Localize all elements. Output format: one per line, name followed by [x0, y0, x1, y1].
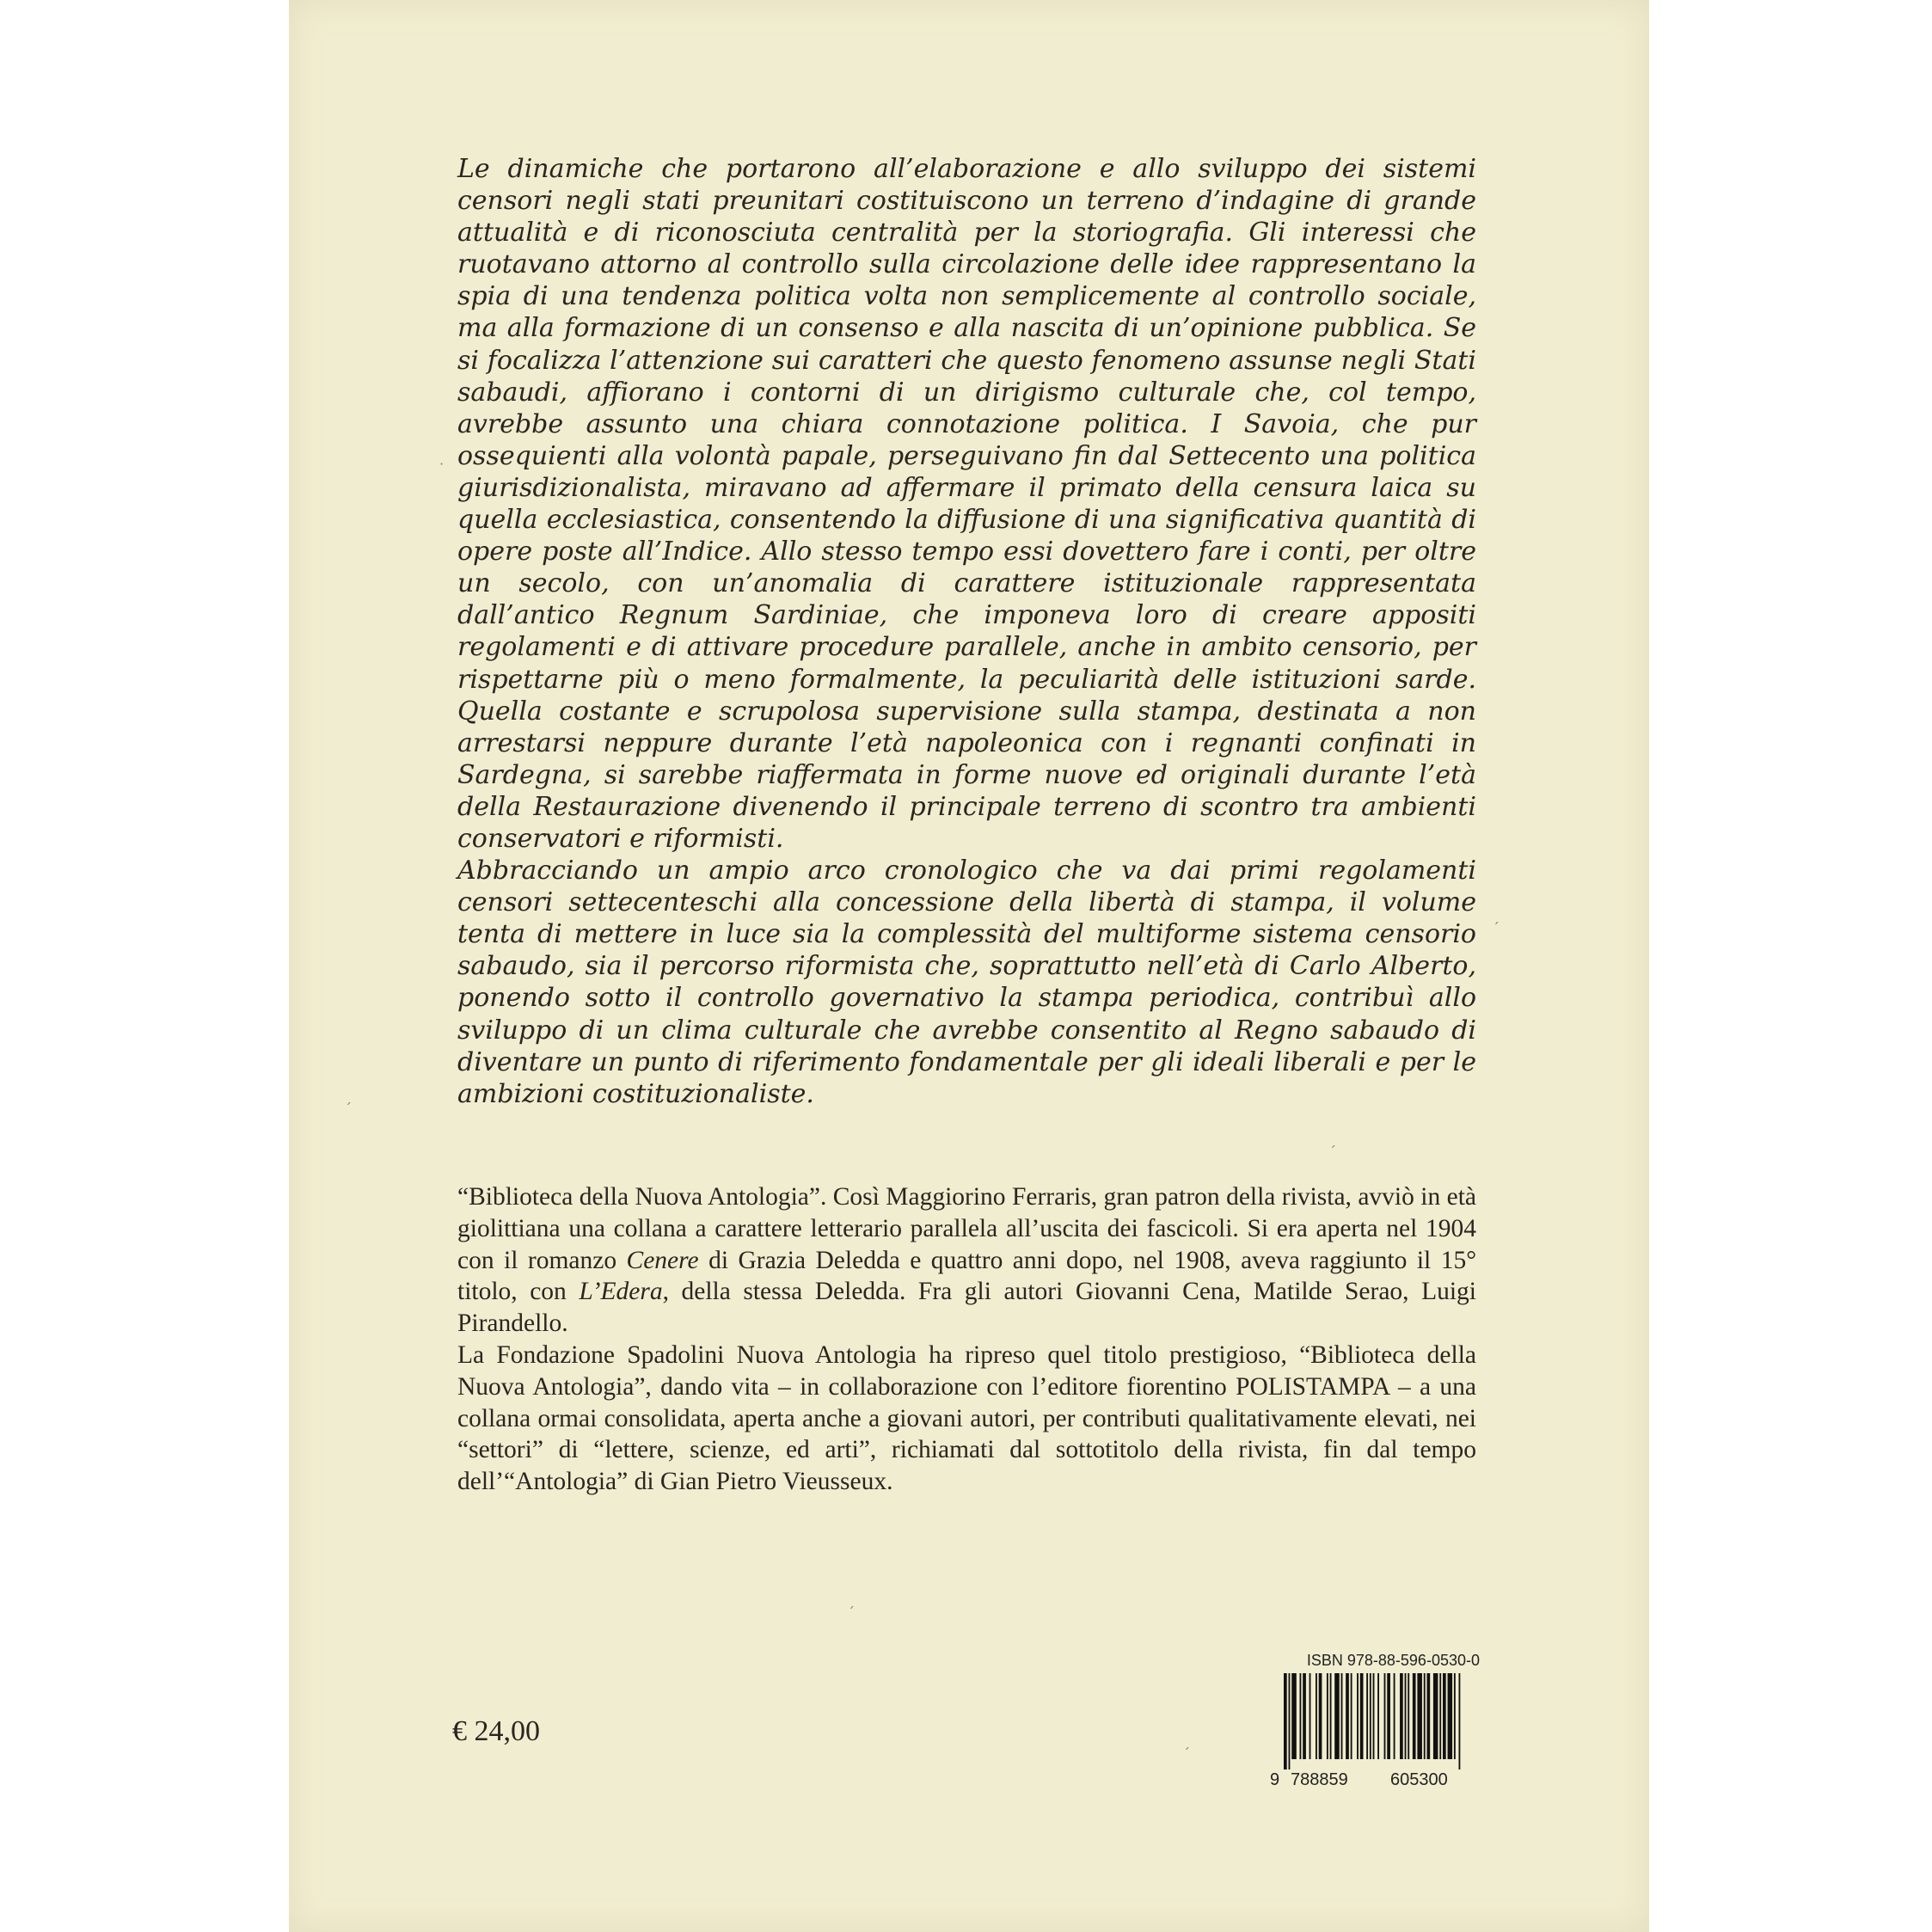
barcode-bar	[1405, 1673, 1407, 1759]
barcode-digits-left: 788859	[1291, 1770, 1348, 1789]
paper-speck: ˊ	[1183, 1745, 1190, 1762]
barcode-bar	[1400, 1673, 1403, 1759]
series-description	[457, 1181, 1476, 1498]
barcode-bar	[1309, 1673, 1311, 1759]
barcode-bar	[1360, 1673, 1364, 1759]
barcode-bar	[1413, 1673, 1416, 1759]
barcode-bar	[1284, 1673, 1287, 1769]
barcode-digit-first: 9	[1270, 1770, 1280, 1789]
barcode-bar	[1427, 1673, 1431, 1759]
barcode-bar	[1384, 1673, 1386, 1759]
barcode-bar	[1439, 1673, 1441, 1759]
paper-speck: ˊ	[1329, 1144, 1336, 1160]
barcode-bar	[1417, 1673, 1422, 1759]
barcode-bar	[1387, 1673, 1390, 1759]
barcode-bar	[1370, 1673, 1371, 1759]
barcode-bar	[1373, 1673, 1375, 1759]
barcode-digits-right: 605300	[1390, 1770, 1448, 1789]
barcode-bar	[1334, 1673, 1340, 1759]
barcode-bar	[1424, 1673, 1426, 1759]
barcode-bars	[1265, 1673, 1481, 1769]
barcode-bar	[1433, 1673, 1438, 1759]
isbn-label: ISBN 978-88-596-0530-0	[1306, 1652, 1480, 1669]
series-paragraph-2: La Fondazione Spadolini Nuova Antologia ha ripreso quel titolo prestigioso, “Biblioteca della Nuova Antologia”, dando vita – in collaborazione con l’editore fiorentino POLISTAMPA – a una collana ormai consolidata, aperta anche a giovani autori, per contributi qualitativamente elevati, nei “settori” di “lettere, scienze, ed arti”, richiamati dal sottotitolo della rivista, fin dal tempo dell’“Antologia” di Gian Pietro Vieusseux.	[457, 1340, 1476, 1496]
barcode-bar	[1300, 1673, 1302, 1759]
barcode-bar	[1330, 1673, 1332, 1759]
barcode-bar	[1291, 1673, 1297, 1759]
series-text-c: , della stessa Deledda. Fra gli autori Giovanni Cena, Matilde Serao, Luigi Pirandello.	[457, 1278, 1476, 1338]
barcode-bar	[1351, 1673, 1352, 1759]
barcode-bar	[1366, 1673, 1368, 1759]
paper-speck: ·	[439, 456, 445, 472]
barcode-bar	[1454, 1673, 1456, 1759]
barcode-bar	[1357, 1673, 1359, 1759]
series-paragraph-1	[457, 1181, 1476, 1340]
barcode-bar	[1341, 1673, 1343, 1759]
book-back-cover	[289, 0, 1649, 1932]
synopsis-paragraph-2: Abbracciando un ampio arco cronologico che va dai primi regolamenti censori settecenteschi alla concessione della libertà di stampa, il volume tenta di mettere in luce sia la complessità del multiforme sistema censorio sabaudo, sia il percorso riformista che, soprattutto nell’età di Carlo Alberto, ponendo sotto il controllo governativo la stampa periodica, contribuì allo sviluppo di un clima culturale che avrebbe consentito al Regno sabaudo di diventare un punto di riferimento fondamentale per gli ideali liberali e per le ambizioni costituzionaliste.	[457, 856, 1476, 1109]
paper-speck: ˊ	[345, 1101, 352, 1117]
paper-speck: ˊ	[848, 1604, 855, 1621]
series-text-b: di Grazia Deledda e quattro anni dopo, nel 1908, aveva raggiunto il 15° titolo, con	[457, 1246, 1476, 1306]
barcode-bar	[1394, 1673, 1395, 1759]
barcode-bar	[1319, 1673, 1322, 1759]
barcode-bar	[1327, 1673, 1328, 1759]
barcode-bar	[1316, 1673, 1317, 1759]
synopsis-paragraph-1: Le dinamiche che portarono all’elaborazione e allo sviluppo dei sistemi censori negli stati preunitari costituiscono un terreno d’indagine di grande attualità e di riconosciuta centralità per la storiografia. Gli interessi che ruotavano attorno al controllo sulla circolazione delle idee rappresentano la spia di una tendenza politica volta non semplicemente al controllo sociale, ma alla formazione di un consenso e alla nascita di un’opinione pubblica. Se si focalizza l’attenzione sui caratteri che questo fenomeno assunse negli Stati sabaudi, affiorano i contorni di un dirigismo culturale che, col tempo, avrebbe assunto una chiara connotazione politica. I Savoia, che pur ossequienti alla volontà papale, perseguivano fin dal Settecento una politica giurisdizionalista, miravano ad affermare il primato della censura laica su quella ecclesiastica, consentendo la diffusione di una significativa quantità di opere poste all’Indice. Allo stesso tempo essi dovettero fare i conti, per oltre un secolo, con un’anomalia di carattere istituzionale rappresentata dall’antico Regnum Sardiniae, che imponeva loro di creare appositi regolamenti e di attivare procedure parallele, anche in ambito censorio, per rispettarne più o meno formalmente, la peculiarità delle istituzioni sarde. Quella costante e scrupolosa supervisione sulla stampa, destinata a non arrestarsi neppure durante l’età napoleonica con i regnanti confinati in Sardegna, si sarebbe riaffermata in forme nuove ed originali durante l’età della Restaurazione divenendo il principale terreno di scontro tra ambienti conservatori e riformisti.	[457, 154, 1476, 854]
barcode-bar	[1303, 1673, 1306, 1759]
price-label: € 24,00	[452, 1715, 540, 1747]
barcode-bar	[1443, 1673, 1446, 1759]
barcode-bar	[1289, 1673, 1291, 1769]
series-text-a: “Biblioteca della Nuova Antologia”. Così Maggiorino Ferraris, gran patron della rivista, avviò in età giolittiana una collana a carattere letterario parallela all’uscita dei fascicoli. Si era aperta nel 1904 con il romanzo	[457, 1183, 1476, 1274]
barcode-bar	[1377, 1673, 1379, 1759]
book-title-edera: L’Edera	[579, 1278, 663, 1306]
book-title-cenere: Cenere	[626, 1246, 699, 1274]
barcode-bar	[1459, 1673, 1461, 1769]
barcode-bar	[1346, 1673, 1349, 1759]
synopsis-text	[457, 153, 1476, 1110]
barcode-bar	[1408, 1673, 1409, 1759]
paper-speck: ˊ	[1493, 920, 1500, 936]
barcode-bar	[1448, 1673, 1453, 1759]
